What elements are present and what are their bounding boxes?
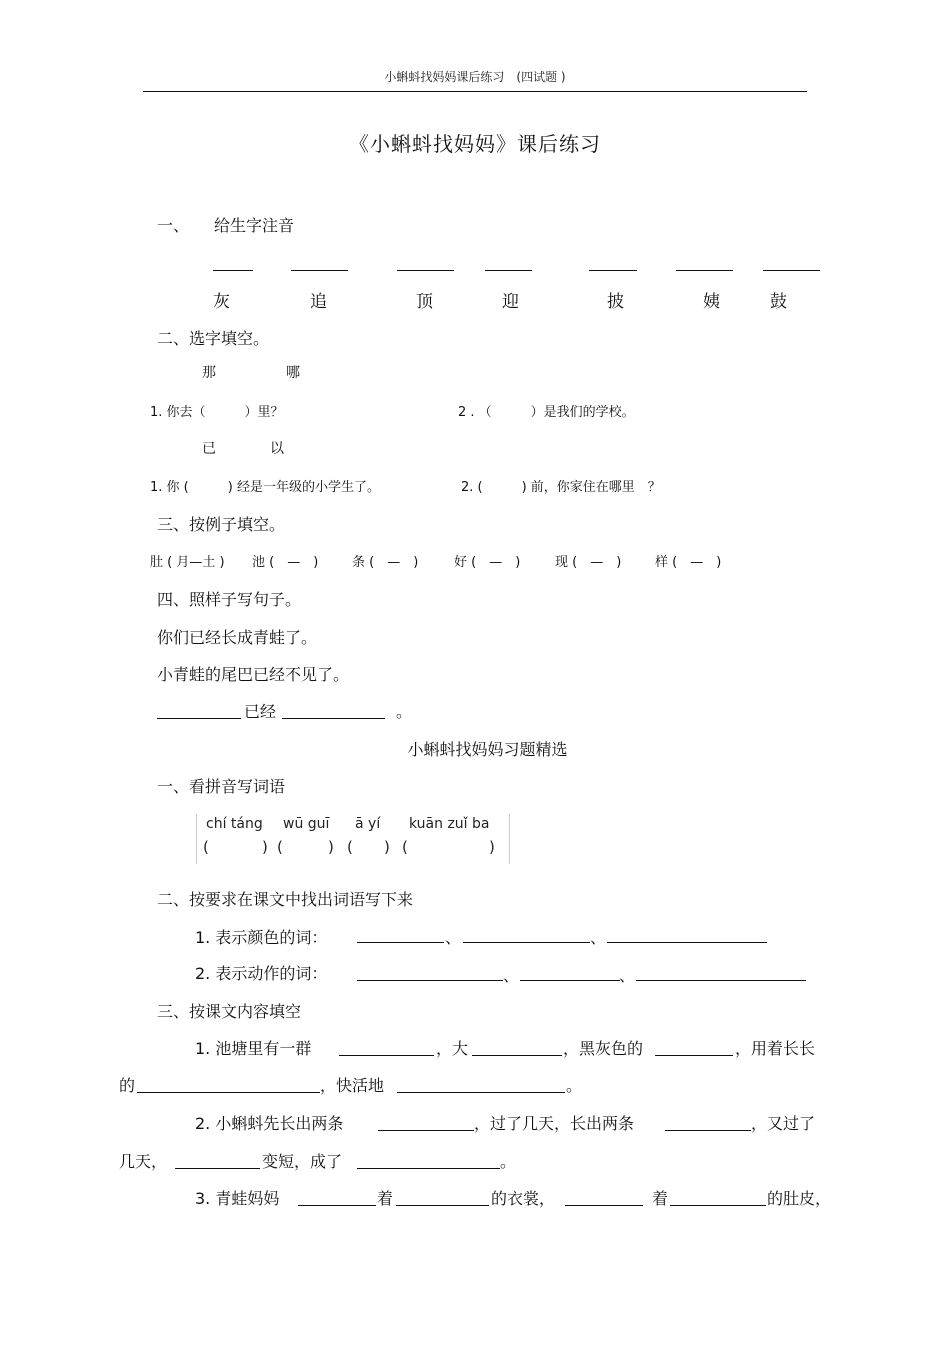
pinyin-blank-7[interactable] [763, 270, 820, 271]
action-blank-3[interactable] [636, 980, 806, 981]
action-blank-1[interactable] [357, 980, 503, 981]
q1-text-c: ，黑灰色的 [563, 1039, 644, 1058]
color-blank-1[interactable] [357, 942, 444, 943]
question-2b: 2. ( ) 前，你家住在哪里 ？ [461, 480, 661, 495]
pinyin-box [196, 814, 510, 864]
example-3: 条 ( — ) [352, 555, 419, 570]
q1-text-d: ，用着长长 [735, 1039, 816, 1058]
q1-text-b: ，大 [436, 1039, 469, 1058]
q2-blank-4[interactable] [357, 1168, 500, 1169]
pinyin-blank-5[interactable] [589, 270, 637, 271]
paren-close-3: ) [384, 838, 390, 856]
q2-text-c: ，又过了 [751, 1114, 816, 1133]
section1-title: 给生字注音 [214, 216, 295, 235]
character-2: 追 [310, 292, 327, 312]
example-2: 池 ( — ) [252, 555, 319, 570]
pinyin-blank-2[interactable] [291, 270, 348, 271]
action-words-label: 2. 表示动作的词： [195, 964, 328, 983]
character-5: 披 [607, 292, 624, 312]
pinyin-blank-6[interactable] [676, 270, 733, 271]
example-1: 肚 ( 月—土 ) [150, 555, 225, 570]
sentence-blank-1[interactable] [157, 718, 241, 719]
color-blank-3[interactable] [607, 942, 767, 943]
q1-blank-1[interactable] [339, 1055, 434, 1056]
q2-text-b: ，过了几天，长出两条 [474, 1114, 635, 1133]
choice-na3: 哪 [286, 365, 300, 381]
question-1a: 1. 你去（ ）里？ [150, 405, 284, 420]
paren-open-4: ( [402, 838, 408, 856]
q3-text-a: 3. 青蛙妈妈 [195, 1189, 280, 1208]
sample-sentence-2: 小青蛙的尾巴已经不见了。 [157, 665, 350, 684]
sentence-blank-2[interactable] [282, 718, 385, 719]
pinyin-blank-1[interactable] [213, 270, 253, 271]
q2-blank-2[interactable] [665, 1130, 751, 1131]
q3-text-c: 的衣裳， [491, 1189, 556, 1208]
q3-blank-3[interactable] [565, 1205, 643, 1206]
pinyin-wugui: wū guī [283, 816, 330, 832]
paren-open-3: ( [347, 838, 353, 856]
q1-text-g: 。 [566, 1076, 583, 1095]
color-blank-2[interactable] [463, 942, 590, 943]
paren-close-2: ) [328, 838, 334, 856]
part2-section2-title: 二、按要求在课文中找出词语写下来 [157, 890, 414, 909]
choice-yi3: 以 [270, 441, 284, 457]
pinyin-blank-3[interactable] [397, 270, 454, 271]
choice-yi: 已 [202, 441, 216, 457]
q1-blank-2[interactable] [472, 1055, 562, 1056]
pinyin-chitang: chí táng [206, 816, 263, 832]
sep-4: 、 [619, 966, 636, 985]
q3-blank-2[interactable] [396, 1205, 489, 1206]
sep-3: 、 [503, 966, 520, 985]
color-words-label: 1. 表示颜色的词： [195, 928, 328, 947]
q1-blank-3[interactable] [655, 1055, 733, 1056]
sep-2: 、 [590, 928, 607, 947]
fill-word-yijing: 已经 [244, 702, 277, 721]
paren-open-2: ( [277, 838, 283, 856]
question-1b: 2 . （ ）是我们的学校。 [458, 405, 635, 420]
character-1: 灰 [213, 292, 230, 312]
q2-blank-1[interactable] [378, 1130, 474, 1131]
pinyin-blank-4[interactable] [485, 270, 532, 271]
q1-text-a: 1. 池塘里有一群 [195, 1039, 312, 1058]
section3-title: 三、按例子填空。 [157, 515, 286, 534]
pinyin-kuanzuiba: kuān zuǐ ba [409, 816, 490, 832]
character-4: 迎 [502, 292, 519, 312]
paren-close-1: ) [262, 838, 268, 856]
part2-section1-title: 一、看拼音写词语 [157, 777, 286, 796]
section1-number: 一、 [157, 216, 190, 235]
part2-title: 小蝌蚪找妈妈习题精选 [407, 740, 568, 759]
choice-na: 那 [202, 365, 216, 381]
q2-text-f: 。 [500, 1152, 517, 1171]
character-3: 顶 [416, 292, 433, 312]
action-blank-2[interactable] [520, 980, 620, 981]
sample-sentence-1: 你们已经长成青蛙了。 [157, 628, 318, 647]
part2-section3-title: 三、按课文内容填空 [157, 1002, 302, 1021]
example-6: 样 ( — ) [655, 555, 722, 570]
header-rule [143, 91, 807, 92]
running-header: 小蝌蚪找妈妈课后练习 (四试题 ) [384, 70, 566, 84]
paren-open-1: ( [203, 838, 209, 856]
q3-blank-1[interactable] [298, 1205, 376, 1206]
fill-period: 。 [396, 702, 413, 721]
q1-blank-4[interactable] [137, 1092, 320, 1093]
q1-text-f: ，快活地 [320, 1076, 385, 1095]
example-4: 好 ( — ) [454, 555, 521, 570]
q3-text-b: 着 [377, 1189, 394, 1208]
section2-title: 二、选字填空。 [157, 329, 270, 348]
q3-text-e: 的肚皮， [767, 1189, 832, 1208]
section4-title: 四、照样子写句子。 [157, 590, 302, 609]
q2-text-a: 2. 小蝌蚪先长出两条 [195, 1114, 344, 1133]
q2-text-d: 几天， [119, 1152, 168, 1171]
q2-text-e: 变短，成了 [262, 1152, 343, 1171]
page-title: 《小蝌蚪找妈妈》课后练习 [349, 132, 601, 156]
character-7: 鼓 [770, 292, 787, 312]
q2-blank-3[interactable] [175, 1168, 260, 1169]
q3-blank-4[interactable] [670, 1205, 766, 1206]
pinyin-ayi: ā yí [355, 816, 381, 832]
example-5: 现 ( — ) [555, 555, 622, 570]
q1-text-e: 的 [119, 1076, 136, 1095]
q3-text-d: 着 [652, 1189, 669, 1208]
character-6: 姨 [703, 292, 720, 312]
question-2a: 1. 你 ( ) 经是一年级的小学生了。 [150, 480, 380, 495]
sep-1: 、 [445, 928, 462, 947]
q1-blank-5[interactable] [397, 1092, 565, 1093]
paren-close-4: ) [489, 838, 495, 856]
